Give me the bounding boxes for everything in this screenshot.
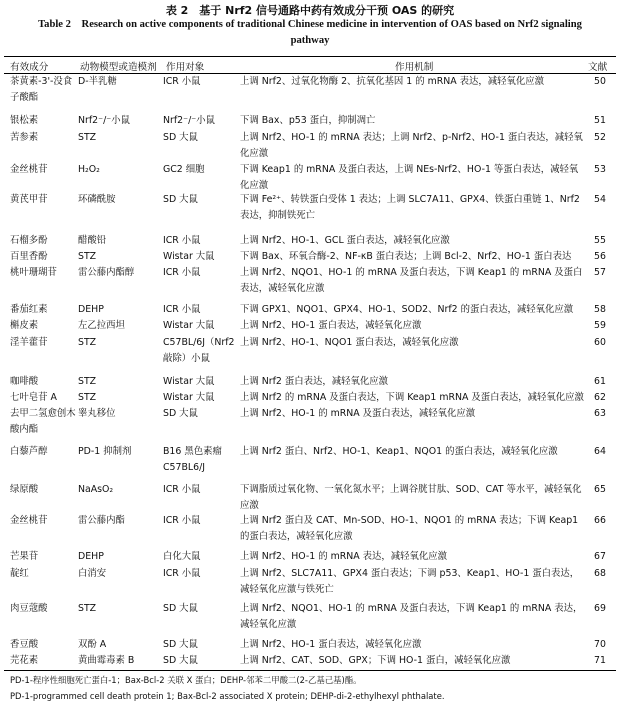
- cell-model: 雷公藤内酯醇: [78, 267, 135, 278]
- cell-component: 七叶皂苷 A: [10, 392, 57, 403]
- cell-object: SD 大鼠: [163, 603, 198, 614]
- cell-reference: 64: [594, 446, 606, 457]
- cell-component: 黄芪甲苷: [10, 194, 48, 205]
- cell-component: 金丝桃苷: [10, 164, 48, 175]
- cell-reference: 59: [594, 320, 606, 331]
- cell-model: NaAsO₂: [78, 484, 114, 495]
- cell-mechanism: 上调 Nrf2、SLC7A11、GPX4 蛋白表达；下调 p53、Keap1、HO-1 蛋白表达，减轻氧化应激与铁死亡: [240, 568, 580, 595]
- cell-mechanism: 上调 Nrf2、HO-1、NQO1 蛋白表达，减轻氧化应激: [240, 337, 459, 348]
- cell-object: B16 黑色素瘤 C57BL6/J: [163, 446, 222, 473]
- cell-reference: 55: [594, 235, 606, 246]
- cell-reference: 62: [594, 392, 606, 403]
- cell-object: ICR 小鼠: [163, 76, 201, 87]
- cell-object: Wistar 大鼠: [163, 376, 215, 387]
- cell-reference: 71: [594, 655, 606, 666]
- cell-mechanism: 上调 Nrf2、HO-1 的 mRNA 表达；上调 Nrf2、p-Nrf2、HO-1 蛋白表达，减轻氧化应激: [240, 132, 583, 159]
- cell-component: 肉豆蔻酸: [10, 603, 48, 614]
- cell-reference: 61: [594, 376, 606, 387]
- cell-component: 茶黄素-3'-没食子酸酯: [10, 76, 73, 103]
- header-object: 作用对象: [166, 62, 205, 73]
- top-rule: [4, 56, 616, 57]
- cell-component: 香豆酸: [10, 639, 39, 650]
- cell-component: 石榴多酚: [10, 235, 48, 246]
- cell-object: SD 大鼠: [163, 132, 198, 143]
- table-title-en: Table 2 Research on active components of traditional Chinese medicine in intervention of OAS based on Nrf2 signaling pathway: [38, 19, 582, 46]
- cell-reference: 56: [594, 251, 606, 262]
- cell-mechanism: 下调 GPX1、NQO1、GPX4、HO-1、SOD2、Nrf2 的蛋白表达，减轻氧化应激: [240, 304, 574, 315]
- cell-component: 芒果苷: [10, 551, 39, 562]
- header-component: 有效成分: [10, 62, 49, 73]
- cell-mechanism: 上调 Nrf2 蛋白及 CAT、Mn-SOD、HO-1、NQO1 的 mRNA 表达；下调 Keap1 的蛋白表达，减轻氧化应激: [240, 515, 579, 542]
- cell-mechanism: 上调 Nrf2、HO-1、GCL 蛋白表达，减轻氧化应激: [240, 235, 450, 246]
- cell-model: 黄曲霉毒素 B: [78, 655, 135, 666]
- cell-object: Wistar 大鼠: [163, 320, 215, 331]
- cell-object: ICR 小鼠: [163, 484, 201, 495]
- cell-model: STZ: [78, 337, 97, 348]
- header-mechanism: 作用机制: [395, 62, 434, 73]
- cell-component: 白藜芦醇: [10, 446, 48, 457]
- cell-object: ICR 小鼠: [163, 304, 201, 315]
- cell-model: 睾丸移位: [78, 408, 116, 419]
- cell-object: GC2 细胞: [163, 164, 205, 175]
- cell-mechanism: 下调 Bax、p53 蛋白，抑制凋亡: [240, 115, 376, 126]
- cell-model: PD-1 抑制剂: [78, 446, 132, 457]
- cell-reference: 53: [594, 164, 606, 175]
- cell-reference: 67: [594, 551, 606, 562]
- cell-component: 番茄红素: [10, 304, 48, 315]
- cell-component: 金丝桃苷: [10, 515, 48, 526]
- cell-mechanism: 下调 Fe²⁺、转铁蛋白受体 1 表达；上调 SLC7A11、GPX4、铁蛋白重链 1、Nrf2 表达，抑制铁死亡: [240, 194, 580, 221]
- cell-object: Wistar 大鼠: [163, 392, 215, 403]
- cell-model: D-半乳糖: [78, 76, 117, 87]
- cell-reference: 68: [594, 568, 606, 579]
- cell-component: 咖啡酸: [10, 376, 39, 387]
- cell-model: 白消安: [78, 568, 107, 579]
- cell-object: ICR 小鼠: [163, 568, 201, 579]
- cell-mechanism: 上调 Nrf2、NQO1、HO-1 的 mRNA 及蛋白表达，下调 Keap1 的 mRNA 表达，减轻氧化应激: [240, 603, 583, 630]
- cell-object: 白化大鼠: [163, 551, 201, 562]
- header-reference: 文献: [588, 62, 608, 73]
- cell-reference: 60: [594, 337, 606, 348]
- cell-reference: 65: [594, 484, 606, 495]
- cell-mechanism: 上调 Nrf2、CAT、SOD、GPX；下调 HO-1 蛋白，减轻氧化应激: [240, 655, 511, 666]
- cell-mechanism: 上调 Nrf2、过氧化物酶 2、抗氧化基因 1 的 mRNA 表达，减轻氧化应激: [240, 76, 545, 87]
- cell-model: 双酚 A: [78, 639, 107, 650]
- cell-object: ICR 小鼠: [163, 267, 201, 278]
- cell-model: STZ: [78, 132, 97, 143]
- cell-component: 淫羊藿苷: [10, 337, 48, 348]
- cell-model: Nrf2⁻/⁻小鼠: [78, 115, 130, 126]
- cell-mechanism: 下调 Bax、环氧合酶-2、NF-κB 蛋白表达；上调 Bcl-2、Nrf2、HO-1 蛋白表达: [240, 251, 572, 262]
- cell-object: SD 大鼠: [163, 639, 198, 650]
- cell-mechanism: 上调 Nrf2 蛋白、Nrf2、HO-1、Keap1、NQO1 的蛋白表达，减轻氧化应激: [240, 446, 558, 457]
- cell-object: SD 大鼠: [163, 655, 198, 666]
- cell-mechanism: 上调 Nrf2、HO-1 的 mRNA 及蛋白表达，减轻氧化应激: [240, 408, 476, 419]
- cell-model: DEHP: [78, 304, 104, 315]
- cell-object: SD 大鼠: [163, 408, 198, 419]
- cell-component: 槲皮素: [10, 320, 39, 331]
- table-notes: [10, 672, 616, 704]
- note-en: PD-1-programmed cell death protein 1; Bax-Bcl-2 associated X protein; DEHP-di-2-ethylhexyl phthalate.: [10, 691, 445, 701]
- cell-reference: 57: [594, 267, 606, 278]
- cell-model: 环磷酰胺: [78, 194, 116, 205]
- cell-model: 左乙拉西坦: [78, 320, 125, 331]
- cell-mechanism: 上调 Nrf2 的 mRNA 及蛋白表达，下调 Keap1 mRNA 及蛋白表达，减轻氧化应激: [240, 392, 584, 403]
- cell-object: Wistar 大鼠: [163, 251, 215, 262]
- cell-object: SD 大鼠: [163, 194, 198, 205]
- cell-model: STZ: [78, 603, 97, 614]
- cell-object: ICR 小鼠: [163, 235, 201, 246]
- cell-component: 靛红: [10, 568, 29, 579]
- cell-mechanism: 上调 Nrf2 蛋白表达，减轻氧化应激: [240, 376, 388, 387]
- cell-object: Nrf2⁻/⁻小鼠: [163, 115, 215, 126]
- cell-reference: 51: [594, 115, 606, 126]
- cell-model: STZ: [78, 392, 97, 403]
- cell-model: 雷公藤内酯: [78, 515, 125, 526]
- table-title-cn: 表 2 基于 Nrf2 信号通路中药有效成分干预 OAS 的研究: [165, 4, 455, 17]
- cell-reference: 63: [594, 408, 606, 419]
- cell-reference: 50: [594, 76, 606, 87]
- cell-component: 去甲二氢愈创木酸内酯: [10, 408, 76, 435]
- cell-component: 绿原酸: [10, 484, 39, 495]
- cell-model: STZ: [78, 376, 97, 387]
- cell-component: 苦参素: [10, 132, 39, 143]
- cell-mechanism: 下调 Keap1 的 mRNA 及蛋白表达，上调 NEs-Nrf2、HO-1 等蛋白表达，减轻氧化应激: [240, 164, 579, 191]
- cell-reference: 58: [594, 304, 606, 315]
- cell-mechanism: 下调脂质过氧化物、一氧化氮水平；上调谷胱甘肽、SOD、CAT 等水平，减轻氧化应激: [240, 484, 582, 511]
- header-model: 动物模型或造模剂: [80, 62, 157, 73]
- cell-reference: 69: [594, 603, 606, 614]
- cell-component: 桃叶珊瑚苷: [10, 267, 57, 278]
- note-cn: PD-1-程序性细胞死亡蛋白-1；Bax-Bcl-2 关联 X 蛋白；DEHP-邻苯二甲酸二(2-乙基己基)酯。: [10, 675, 362, 685]
- cell-model: STZ: [78, 251, 97, 262]
- bottom-rule: [4, 670, 616, 671]
- cell-component: 芫花素: [10, 655, 39, 666]
- cell-model: H₂O₂: [78, 164, 100, 175]
- cell-component: 银松素: [10, 115, 39, 126]
- cell-object: C57BL/6J（Nrf2 敲除）小鼠: [163, 337, 235, 364]
- cell-object: ICR 小鼠: [163, 515, 201, 526]
- cell-component: 百里香酚: [10, 251, 48, 262]
- cell-model: DEHP: [78, 551, 104, 562]
- cell-mechanism: 上调 Nrf2、NQO1、HO-1 的 mRNA 及蛋白表达，下调 Keap1 的 mRNA 及蛋白表达，减轻氧化应激: [240, 267, 583, 294]
- cell-reference: 52: [594, 132, 606, 143]
- cell-reference: 54: [594, 194, 606, 205]
- cell-reference: 66: [594, 515, 606, 526]
- cell-mechanism: 上调 Nrf2、HO-1 蛋白表达，减轻氧化应激: [240, 320, 422, 331]
- cell-mechanism: 上调 Nrf2、HO-1 蛋白表达，减轻氧化应激: [240, 639, 422, 650]
- cell-mechanism: 上调 Nrf2、HO-1 的 mRNA 表达，减轻氧化应激: [240, 551, 448, 562]
- cell-reference: 70: [594, 639, 606, 650]
- cell-model: 醋酸铅: [78, 235, 107, 246]
